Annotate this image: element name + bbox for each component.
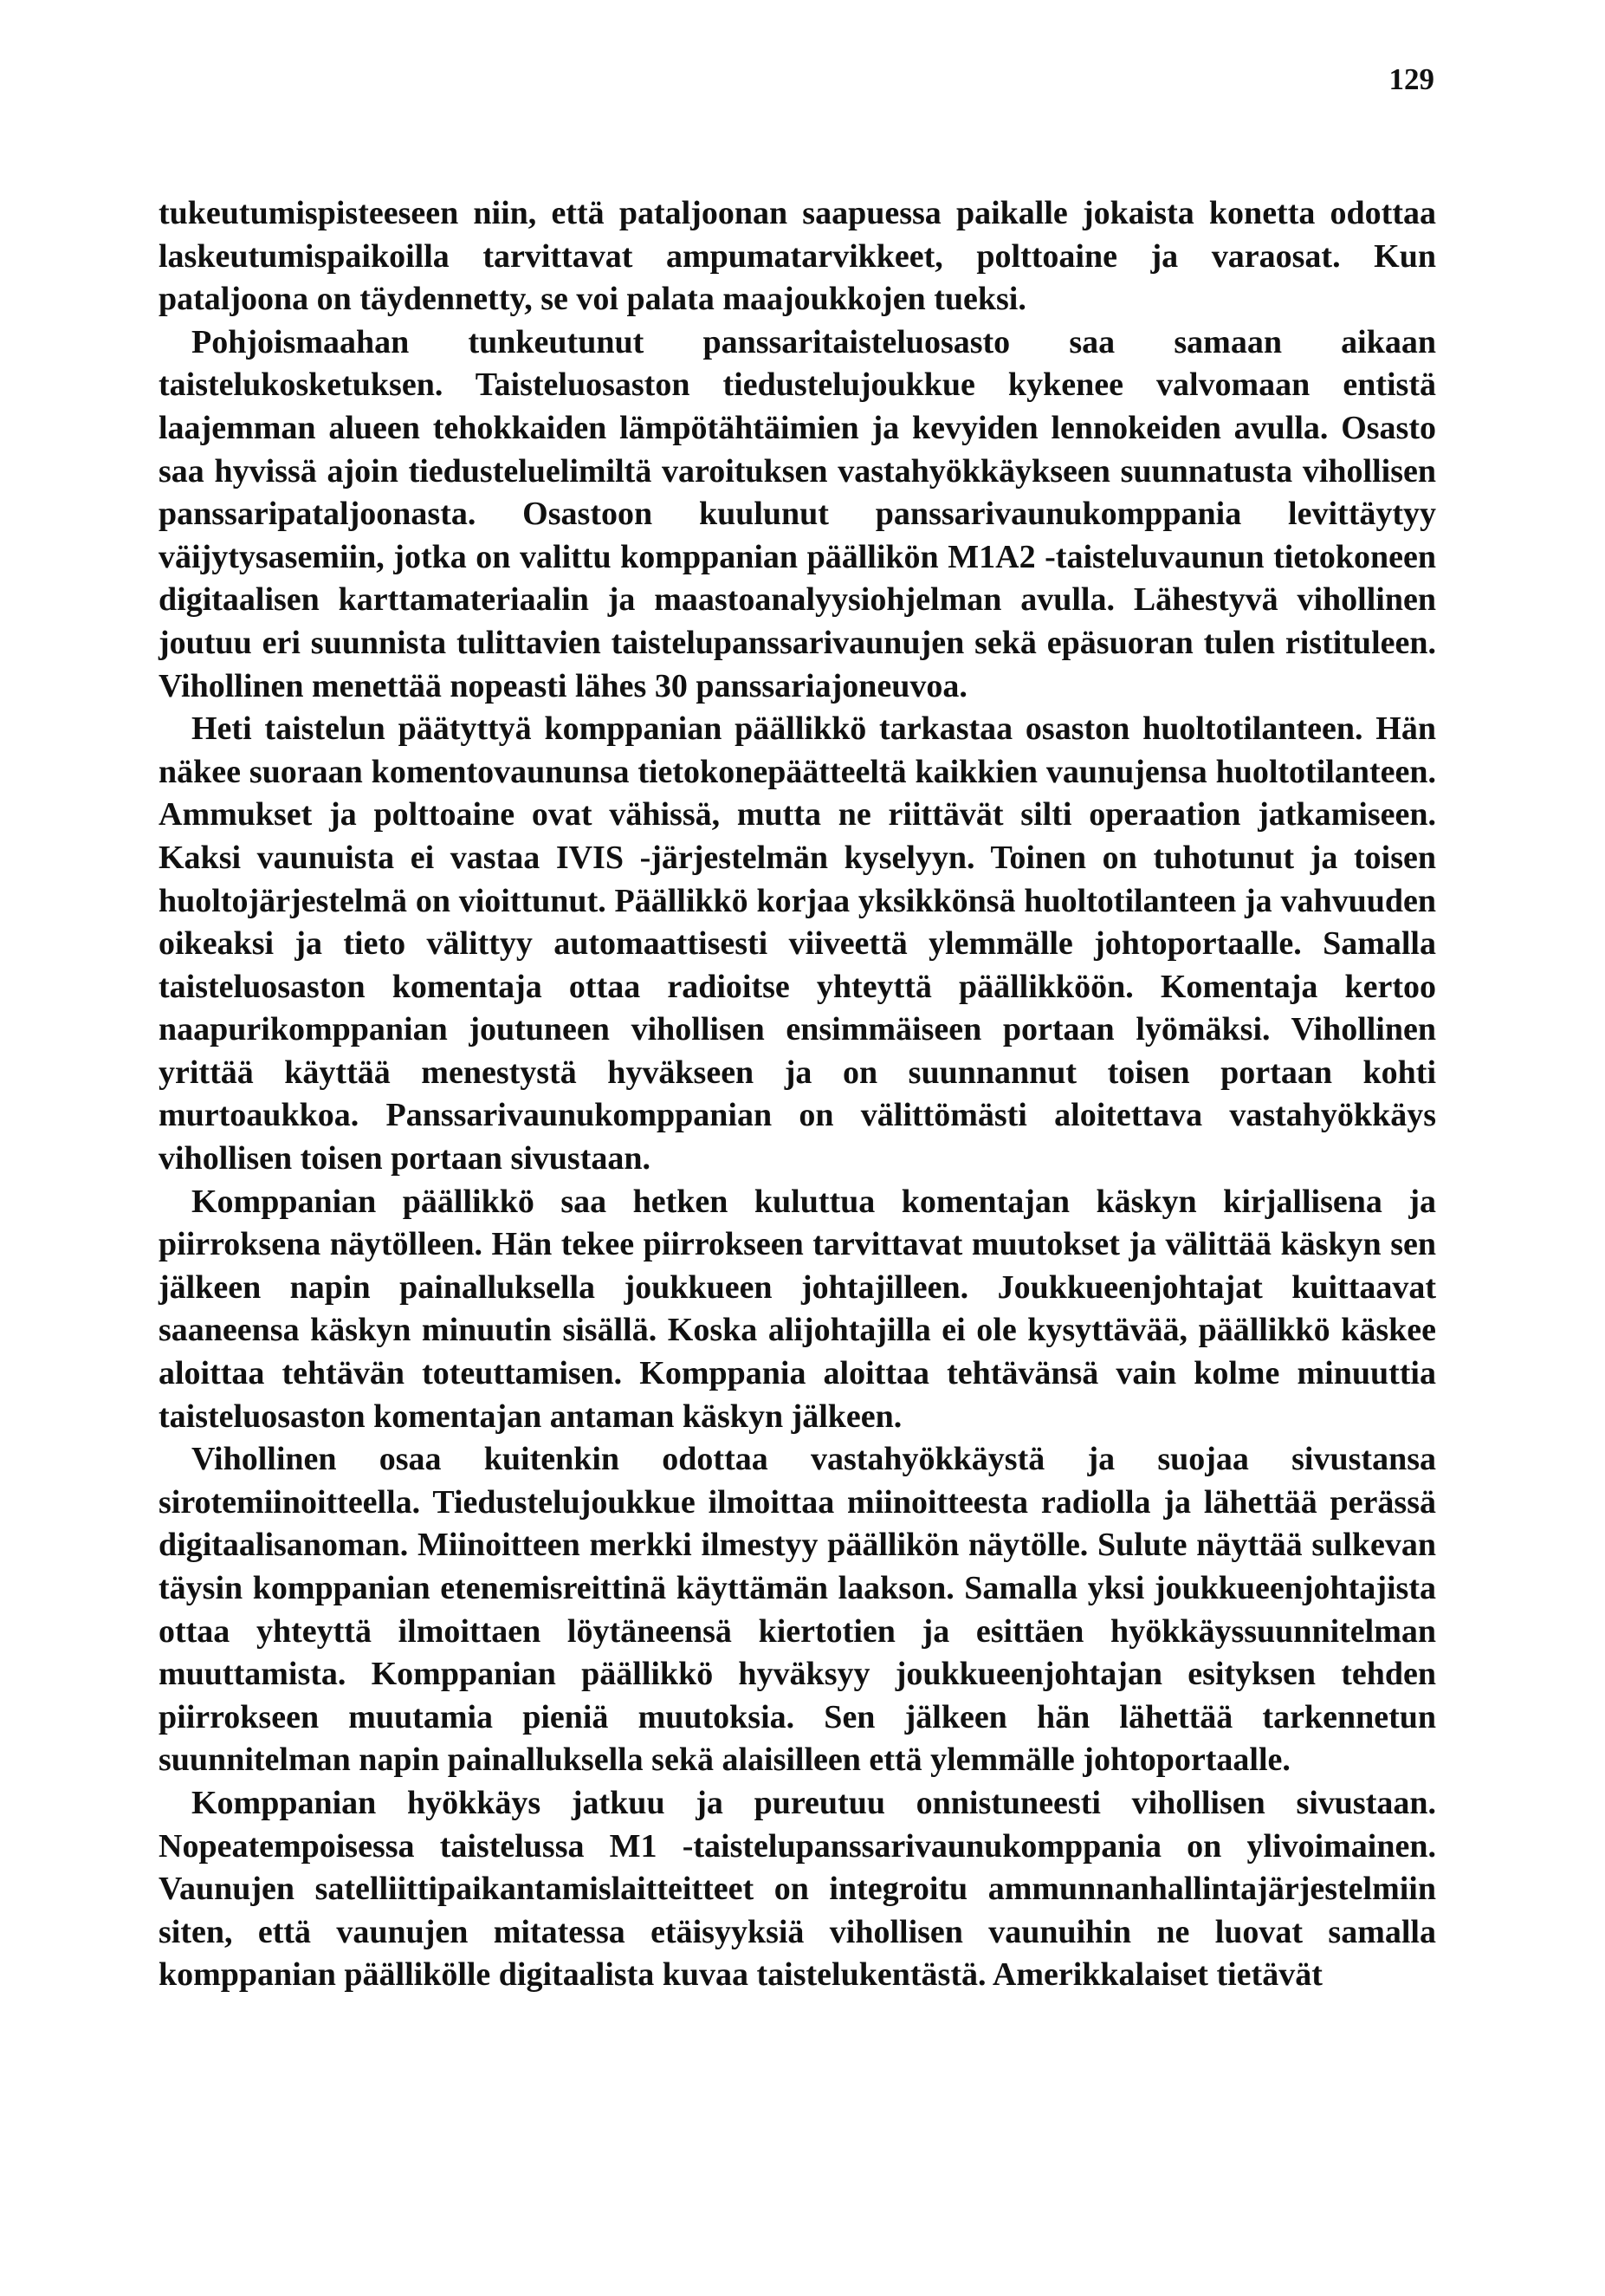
paragraph: Vihollinen osaa kuitenkin odottaa vastahyökkäystä ja suojaa sivustansa sirotemiinoitteella. Tiedustelujoukkue ilmoittaa miinoitteesta radiolla ja lähettää perässä digitaalisanoman. Miinoitteen merkki ilmestyy päällikön näytölle. Sulute näyttää sulkevan täysin komppanian etenemisreittinä käyttämän laakson. Samalla yksi joukkueenjohtajista ottaa yhteyttä ilmoittaen löytäneensä kiertotien ja esittäen hyökkäyssuunnitelman muuttamista. Komppanian päällikkö hyväksyy joukkueenjohtajan esityksen tehden piirrokseen muutamia pieniä muutoksia. Sen jälkeen hän lähettää tarkennetun suunnitelman napin painalluksella sekä alaisilleen että ylemmälle johtoportaalle. (159, 1441, 1436, 1779)
paragraph: Komppanian hyökkäys jatkuu ja pureutuu onnistuneesti vihollisen sivustaan. Nopeatempoisessa taistelussa M1 -taistelupanssarivaunukomppania on ylivoimainen. Vaunujen satelliittipaikantamislaitteitteet on integroitu ammunnanhallintajärjestelmiin siten, että vaunujen mitatessa etäisyyksiä vihollisen vaunuihin ne luovat samalla komppanian päällikölle digitaalista kuvaa taistelukentästä. Amerikkalaiset tietävät (159, 1784, 1436, 1994)
body-text (159, 192, 1436, 1997)
paragraph: tukeutumispisteeseen niin, että pataljoonan saapuessa paikalle jokaista konetta odottaa laskeutumispaikoilla tarvittavat ampumatarvikkeet, polttoaine ja varaosat. Kun pataljoona on täydennetty, se voi palata maajoukkojen tueksi. (159, 195, 1436, 318)
paragraph: Komppanian päällikkö saa hetken kuluttua komentajan käskyn kirjallisena ja piirroksena näytölleen. Hän tekee piirrokseen tarvittavat muutokset ja välittää käskyn sen jälkeen napin painalluksella joukkueen johtajilleen. Joukkueenjohtajat kuittaavat saaneensa käskyn minuutin sisällä. Koska alijohtajilla ei ole kysyttävää, päällikkö käskee aloittaa tehtävän toteuttamisen. Komppania aloittaa tehtävänsä vain kolme minuuttia taisteluosaston komentajan antaman käskyn jälkeen. (159, 1183, 1436, 1435)
page-number: 129 (1388, 62, 1434, 96)
paragraph: Heti taistelun päätyttyä komppanian päällikkö tarkastaa osaston huoltotilanteen. Hän näkee suoraan komentovaununsa tietokonepäätteeltä kaikkien vaunujensa huoltotilanteen. Ammukset ja polttoaine ovat vähissä, mutta ne riittävät silti operaation jatkamiseen. Kaksi vaunuista ei vastaa IVIS -järjestelmän kyselyyn. Toinen on tuhotunut ja toisen huoltojärjestelmä on vioittunut. Päällikkö korjaa yksikkönsä huoltotilanteen ja vahvuuden oikeaksi ja tieto välittyy automaattisesti viiveettä ylemmälle johtoportaalle. Samalla taisteluosaston komentaja ottaa radioitse yhteyttä päällikköön. Komentaja kertoo naapurikomppanian joutuneen vihollisen ensimmäiseen portaan lyömäksi. Vihollinen yrittää käyttää menestystä hyväkseen ja on suunnannut toisen portaan kohti murtoaukkoa. Panssarivaunukomppanian on välittömästi aloitettava vastahyökkäys vihollisen toisen portaan sivustaan. (159, 710, 1436, 1177)
paragraph: Pohjoismaahan tunkeutunut panssaritaisteluosasto saa samaan aikaan taistelukosketuksen. Taisteluosaston tiedustelujoukkue kykenee valvomaan entistä laajemman alueen tehokkaiden lämpötähtäimien ja kevyiden lennokeiden avulla. Osasto saa hyvissä ajoin tiedusteluelimiltä varoituksen vastahyökkäykseen suunnatusta vihollisen panssaripataljoonasta. Osastoon kuulunut panssarivaunukomppania levittäytyy väijytysasemiin, jotka on valittu komppanian päällikön M1A2 -taisteluvaunun tietokoneen digitaalisen karttamateriaalin ja maastoanalyysiohjelman avulla. Lähestyvä vihollinen joutuu eri suunnista tulittavien taistelupanssarivaunujen sekä epäsuoran tulen ristituleen. Vihollinen menettää nopeasti lähes 30 panssariajoneuvoa. (159, 323, 1436, 704)
